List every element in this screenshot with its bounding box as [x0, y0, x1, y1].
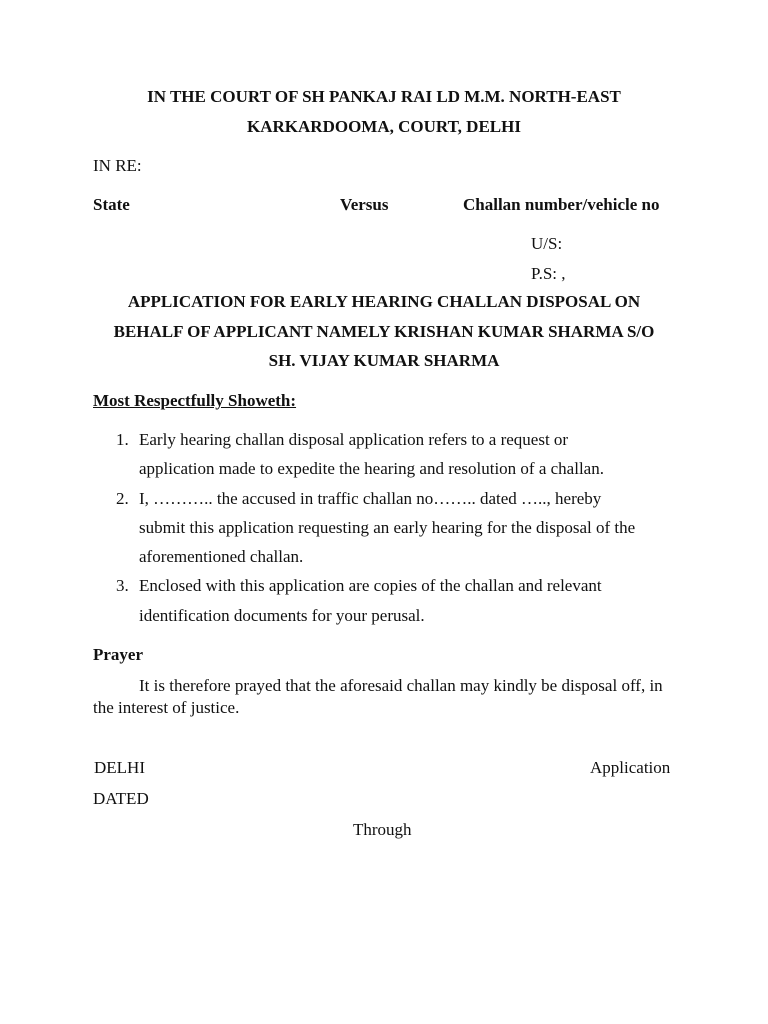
showeth-heading: Most Respectfully Showeth:	[93, 391, 297, 410]
party-versus: Versus	[340, 195, 389, 214]
list-line: application made to expedite the hearing and resolution of a challan.	[139, 459, 604, 479]
list-line: aforementioned challan.	[139, 547, 304, 567]
list-item	[93, 425, 693, 484]
application-title-line3: SH. VIJAY KUMAR SHARMA	[268, 351, 500, 370]
party-state: State	[93, 195, 130, 214]
court-title-line2: KARKARDOOMA, COURT, DELHI	[247, 117, 521, 136]
police-station: P.S: ,	[531, 264, 566, 283]
court-title-line1: IN THE COURT OF SH PANKAJ RAI LD M.M. NORTH-EAST	[147, 87, 621, 106]
list-line: Enclosed with this application are copies of the challan and relevant	[139, 576, 602, 596]
under-section: U/S:	[531, 234, 563, 253]
place-label: DELHI	[94, 758, 145, 777]
dated-label: DATED	[93, 789, 149, 808]
list-number: 2.	[116, 488, 129, 508]
through-label: Through	[353, 820, 412, 839]
application-title-line1: APPLICATION FOR EARLY HEARING CHALLAN DISPOSAL ON	[127, 292, 641, 311]
list-item	[93, 484, 693, 572]
applicant-label: Application	[590, 758, 671, 777]
application-title-line2: BEHALF OF APPLICANT NAMELY KRISHAN KUMAR SHARMA S/O	[113, 322, 655, 341]
list-number: 1.	[116, 430, 129, 449]
list-line: submit this application requesting an early hearing for the disposal of the	[139, 517, 636, 537]
in-re-label: IN RE:	[93, 156, 142, 175]
party-challan: Challan number/vehicle no	[463, 195, 660, 214]
list-item	[93, 571, 693, 630]
list-number: 3.	[116, 576, 129, 596]
points-list	[93, 425, 693, 630]
list-line: identification documents for your perusal.	[139, 605, 425, 625]
prayer-text: It is therefore prayed that the aforesaid challan may kindly be disposal off, in the interest of justice.	[93, 676, 663, 717]
list-line: Early hearing challan disposal application refers to a request or	[139, 430, 569, 449]
prayer-heading: Prayer	[93, 645, 144, 664]
list-line: I, ……….. the accused in traffic challan no…….. dated ….., hereby	[139, 488, 602, 508]
